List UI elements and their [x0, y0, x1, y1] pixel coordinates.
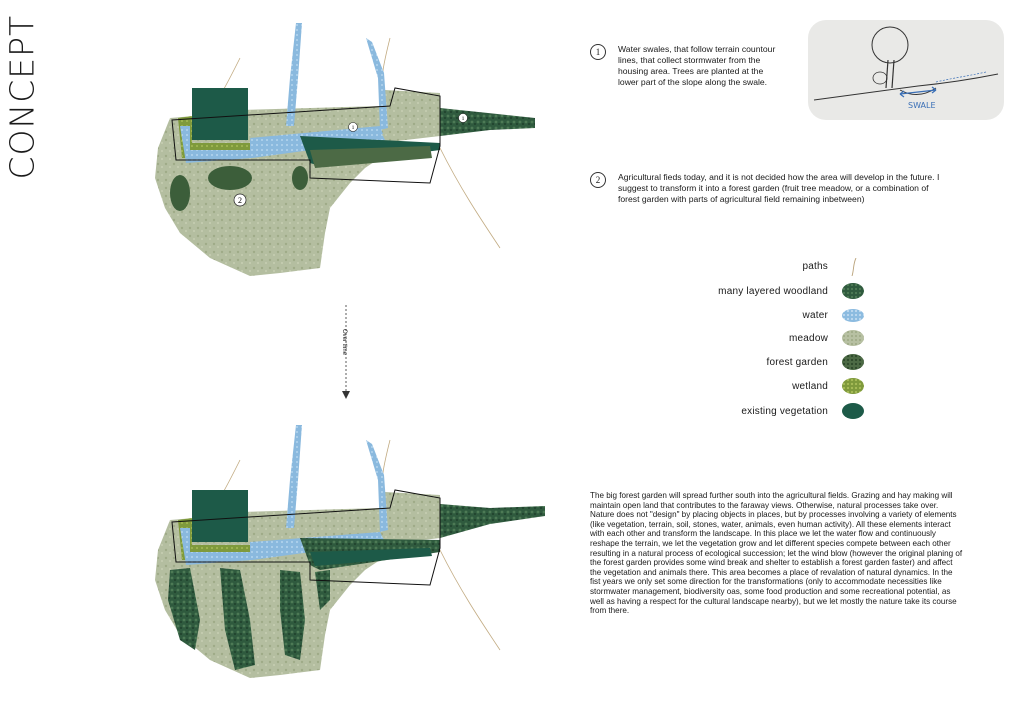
legend-label: forest garden	[766, 357, 828, 368]
note-2-text: Agricultural fieds today, and it is not decided how the area will develop in the future. I suggest to transform it into a forest garden (fruit tree meadow, or a combination of forest garden with parts of agricultural field remaining inbetween)	[618, 172, 940, 204]
legend-label: many layered woodland	[718, 286, 828, 297]
path-line-icon	[850, 258, 858, 276]
legend-paths	[700, 258, 880, 278]
legend-label: meadow	[789, 333, 828, 344]
legend-existing-vegetation	[700, 403, 880, 423]
note-1-number: 1	[590, 44, 606, 60]
legend-meadow	[700, 330, 880, 350]
water-swatch-icon	[842, 309, 864, 322]
existing-vegetation-block	[192, 88, 248, 140]
woodland-strip	[440, 108, 535, 136]
over-time-arrow	[336, 305, 356, 401]
page-title	[2, 14, 42, 180]
swale-sketch-drawing	[808, 20, 1004, 120]
legend-woodland	[700, 283, 880, 303]
legend-label: wetland	[792, 381, 828, 392]
woodland-strip-future	[440, 504, 545, 538]
marker-1a	[349, 123, 358, 132]
existing-vegetation-block-future	[192, 490, 248, 542]
over-time-label: Over time	[341, 328, 347, 355]
legend-water	[700, 307, 880, 327]
swale-sketch	[808, 20, 1004, 120]
svg-text:1: 1	[461, 116, 465, 122]
svg-text:2: 2	[238, 196, 242, 205]
legend-wetland	[700, 378, 880, 398]
meadow-swatch-icon	[842, 330, 864, 346]
legend-label: paths	[802, 261, 828, 272]
legend-label: water	[802, 310, 828, 321]
legend-label: existing vegetation	[741, 406, 828, 417]
existing-vegetation-swatch-icon	[842, 403, 864, 419]
page-title-text: CONCEPT	[2, 14, 42, 180]
note-1-text: Water swales, that follow terrain countour lines, that collect stormwater from the housing area. Trees are planted at the lower part of the slope along the swale.	[618, 44, 776, 87]
note-2-number: 2	[590, 172, 606, 188]
site-plan-current	[140, 18, 560, 288]
swale-sketch-label: SWALE	[908, 101, 936, 110]
svg-text:1: 1	[351, 125, 355, 131]
legend-forest-garden	[700, 354, 880, 374]
marker-1b	[459, 114, 468, 123]
site-plan-future	[140, 420, 560, 690]
marker-2	[234, 194, 246, 206]
concept-description: The big forest garden will spread further south into the agricultural fields. Grazing and hay making will maintain open land that contributes to the faraway views. Otherwise, natural processes take over. Nature does not "design" by placing objects in places, but by processes involving a variety of elements (like vegetation, terrain, soil, stones, water, animals, even human activity). All these elements interact with each other and transform the landscape. In this place we let the water flow and continuously reshape the terrain, we let the vegetation grow and let different species compete between each other resulting in a natural process of ecological succession; let the wind blow (however the original planing of the forest garden provides some wind break and shelter to establish a forest garden faster) and affect the vegetation and animals there. This area becomes a place of revalation of natural dynamics. In the fist years we only set some direction for the transformations (only to accommodate necessities like stormwater management, biodiversity oas, some food production and some recreational potential, as well as having a respect for the cultural landscape nearby), but we let mostly the nature take its course from there.	[590, 491, 963, 616]
woodland-swatch-icon	[842, 283, 864, 299]
forest-garden-swatch-icon	[842, 354, 864, 370]
wetland-swatch-icon	[842, 378, 864, 394]
